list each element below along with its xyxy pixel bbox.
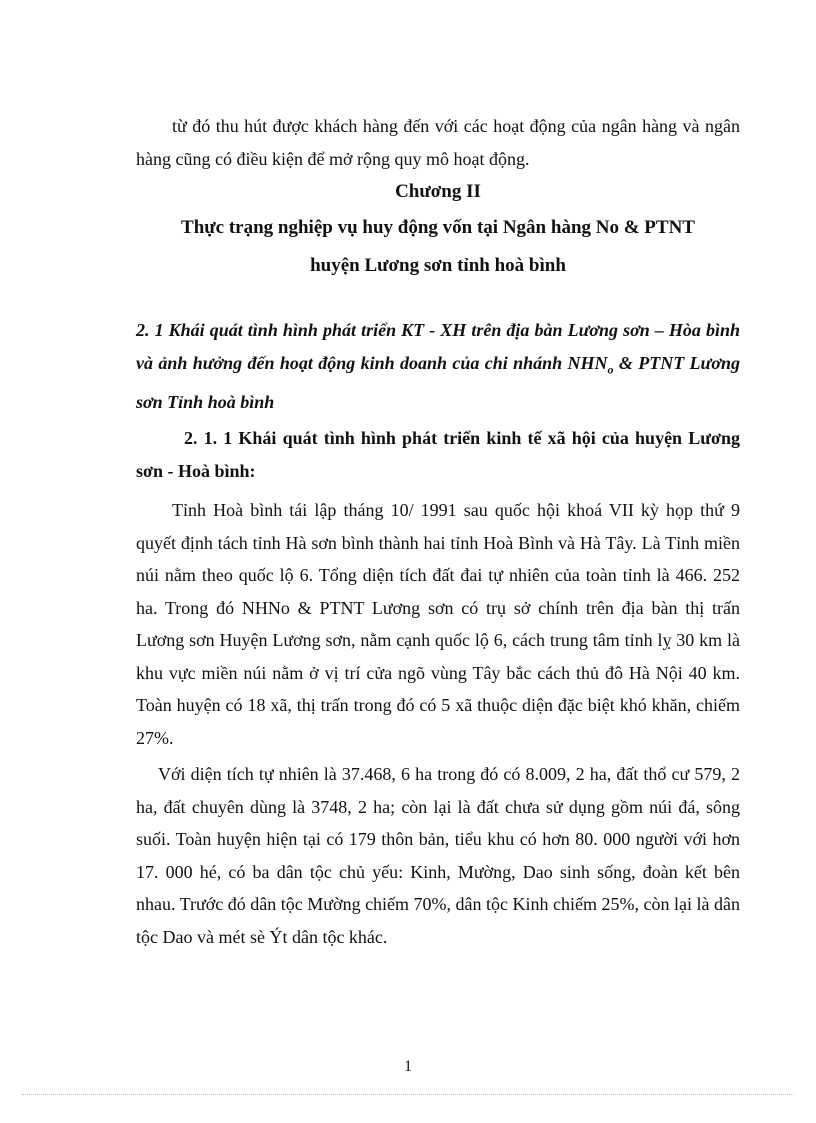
subsection-heading: 2. 1. 1 Khái quát tình hình phát triển kinh tế xã hội của huyện Lương sơn - Hoà bình: xyxy=(136,428,740,481)
page-number: 1 xyxy=(404,1058,412,1075)
chapter-title-line-1: Thực trạng nghiệp vụ huy động vốn tại Ngân hàng No & PTNT xyxy=(181,217,695,238)
section-heading-subscript: o xyxy=(607,362,614,377)
section-heading-main: 2. 1 Khái quát tình hình phát triển KT - XH trên địa bàn Lương sơn – Hòa bình và ảnh hưởng đến hoạt động kinh doanh của chi nhánh NHN xyxy=(136,320,740,373)
section-heading xyxy=(136,314,740,418)
body-paragraph-1: Tỉnh Hoà bình tái lập tháng 10/ 1991 sau quốc hội khoá VII kỳ họp thứ 9 quyết định tách tỉnh Hà sơn bình thành hai tỉnh Hoà Bình và Hà Tây. Là Tỉnh miền núi nằm theo quốc lộ 6. Tổng diện tích đất đai tự nhiên của toàn tỉnh là 466. 252 ha. Trong đó NHNo & PTNT Lương sơn có trụ sở chính trên địa bàn thị trấn Lương sơn Huyện Lương sơn, nằm cạnh quốc lộ 6, cách trung tâm tỉnh lỵ 30 km là khu vực miền núi nằm ở vị trí cửa ngõ vùng Tây bắc cách thủ đô Hà Nội 40 km. Toàn huyện có 18 xã, thị trấn trong đó có 5 xã thuộc diện đặc biệt khó khăn, chiếm 27%. xyxy=(136,500,740,748)
chapter-label: Chương II xyxy=(395,181,481,202)
footer-divider xyxy=(22,1094,794,1095)
chapter-title-line-2: huyện Lương sơn tỉnh hoà bình xyxy=(310,255,566,276)
section-heading-tail: & PTNT Lương sơn Tỉnh hoà bình xyxy=(136,352,740,412)
intro-paragraph: từ đó thu hút được khách hàng đến với các hoạt động của ngân hàng và ngân hàng cũng có điều kiện để mở rộng quy mô hoạt động. xyxy=(136,116,740,169)
body-paragraph-2: Với diện tích tự nhiên là 37.468, 6 ha trong đó có 8.009, 2 ha, đất thổ cư 579, 2 ha, đất chuyên dùng là 3748, 2 ha; còn lại là đất chưa sử dụng gồm núi đá, sông suối. Toàn huyện hiện tại có 179 thôn bản, tiểu khu có hơn 80. 000 người với hơn 17. 000 hé, có ba dân tộc chủ yếu: Kinh, Mường, Dao sinh sống, đoàn kết bên nhau. Trước đó dân tộc Mường chiếm 70%, dân tộc Kinh chiếm 25%, còn lại là dân tộc Dao và mét sè Ýt dân tộc khác. xyxy=(136,764,740,947)
